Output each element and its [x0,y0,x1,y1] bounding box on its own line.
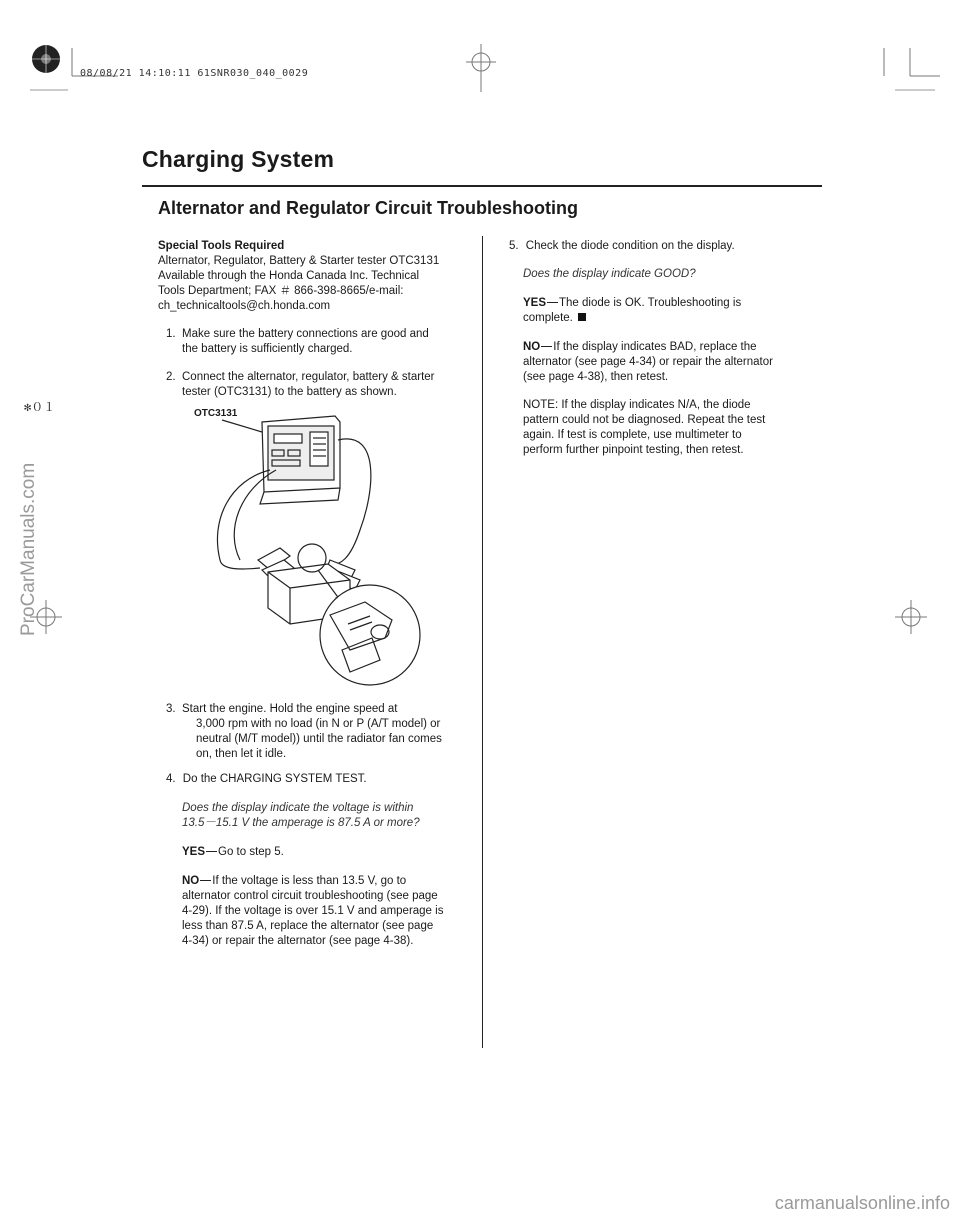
bottom-watermark: carmanualsonline.info [774,1193,950,1213]
special-tools-line: Tools Department; FAX ＃ 866-398-8665/e-mail: [158,285,404,297]
yes-text: Go to step 5. [218,846,284,858]
side-mark: ✻０１ [24,400,56,414]
figure-callout-label: OTC3131 [194,408,238,419]
step-1 [166,327,476,357]
step-4-question [182,801,482,831]
yes-line: The diode is OK. Troubleshooting is [559,297,742,309]
corner-target-icon [28,41,64,77]
step-line: on, then let it idle. [196,748,287,760]
step-5 [509,239,809,254]
step-line: Connect the alternator, regulator, battery & starter [182,371,435,383]
side-watermark: ProCarManuals.com [18,462,39,636]
step-4-yes [182,845,482,860]
step-5-question: Does the display indicate GOOD? [523,268,696,280]
note-line: again. If test is complete, use multimeter to [523,429,742,441]
crosshair-top-icon [466,44,496,92]
special-tools-block [158,239,478,314]
question-line: 13.5－15.1 V the amperage is 87.5 A or more? [182,817,420,829]
step-line: Make sure the battery connections are good and [182,328,429,340]
no-line: (see page 4-38), then retest. [523,371,669,383]
step-5-no [523,340,813,385]
yes-label: YES [182,846,206,858]
crosshair-right-icon [895,600,927,634]
no-line: If the voltage is less than 13.5 V, go to [212,875,407,887]
step-2 [166,370,476,400]
step-3 [166,702,476,762]
yes-label: YES [523,297,547,309]
section-title: Alternator and Regulator Circuit Troubleshooting [158,198,579,218]
special-tools-line: Alternator, Regulator, Battery & Starter tester OTC3131 [158,255,440,267]
note-line: NOTE: If the display indicates N/A, the diode [523,399,751,411]
note-line: pattern could not be diagnosed. Repeat the test [523,414,766,426]
special-tools-line: Available through the Honda Canada Inc. Technical [158,270,420,282]
no-line: If the display indicates BAD, replace the [553,341,757,353]
no-label: NO [523,341,541,353]
step-line: tester (OTC3131) to the battery as shown. [182,386,397,398]
title-rule [142,185,822,187]
step-number: 1. [166,328,176,340]
step-number: 2. [166,371,176,383]
question-line: Does the display indicate the voltage is within [182,802,414,814]
step-line: the battery is sufficiently charged. [182,343,353,355]
page-title: Charging System [142,146,335,172]
special-tools-heading: Special Tools Required [158,240,285,252]
step-number: 5. [509,240,519,252]
step-line: Check the diode condition on the display. [525,240,735,252]
step-4-no [182,874,482,949]
step-4 [166,772,476,787]
tester-connection-figure [200,410,440,695]
step-line: 3,000 rpm with no load (in N or P (A/T model) or [196,718,441,730]
no-line: alternator control circuit troubleshooting (see page [182,890,438,902]
step-line: Start the engine. Hold the engine speed at [182,703,398,715]
print-timestamp: 08/08/21 14:10:11 61SNR030_040_0029 [80,68,309,79]
step-number: 3. [166,703,176,715]
step-number: 4. [166,773,176,785]
column-divider [482,236,483,1048]
end-mark-icon [578,313,586,321]
yes-line: complete. [523,312,573,324]
special-tools-line: ch_technicaltools@ch.honda.com [158,300,331,312]
no-label: NO [182,875,200,887]
note-line: perform further pinpoint testing, then retest. [523,444,744,456]
step-line: Do the CHARGING SYSTEM TEST. [182,773,367,785]
step-5-yes [523,296,813,326]
step-line: neutral (M/T model)) until the radiator fan comes [196,733,442,745]
no-line: alternator (see page 4-34) or repair the alternator [523,356,773,368]
no-line: 4-29). If the voltage is over 15.1 V and amperage is [182,905,444,917]
no-line: less than 87.5 A, replace the alternator (see page [182,920,434,932]
no-line: 4-34) or repair the alternator (see page 4-38). [182,935,414,947]
note-block [523,398,813,458]
